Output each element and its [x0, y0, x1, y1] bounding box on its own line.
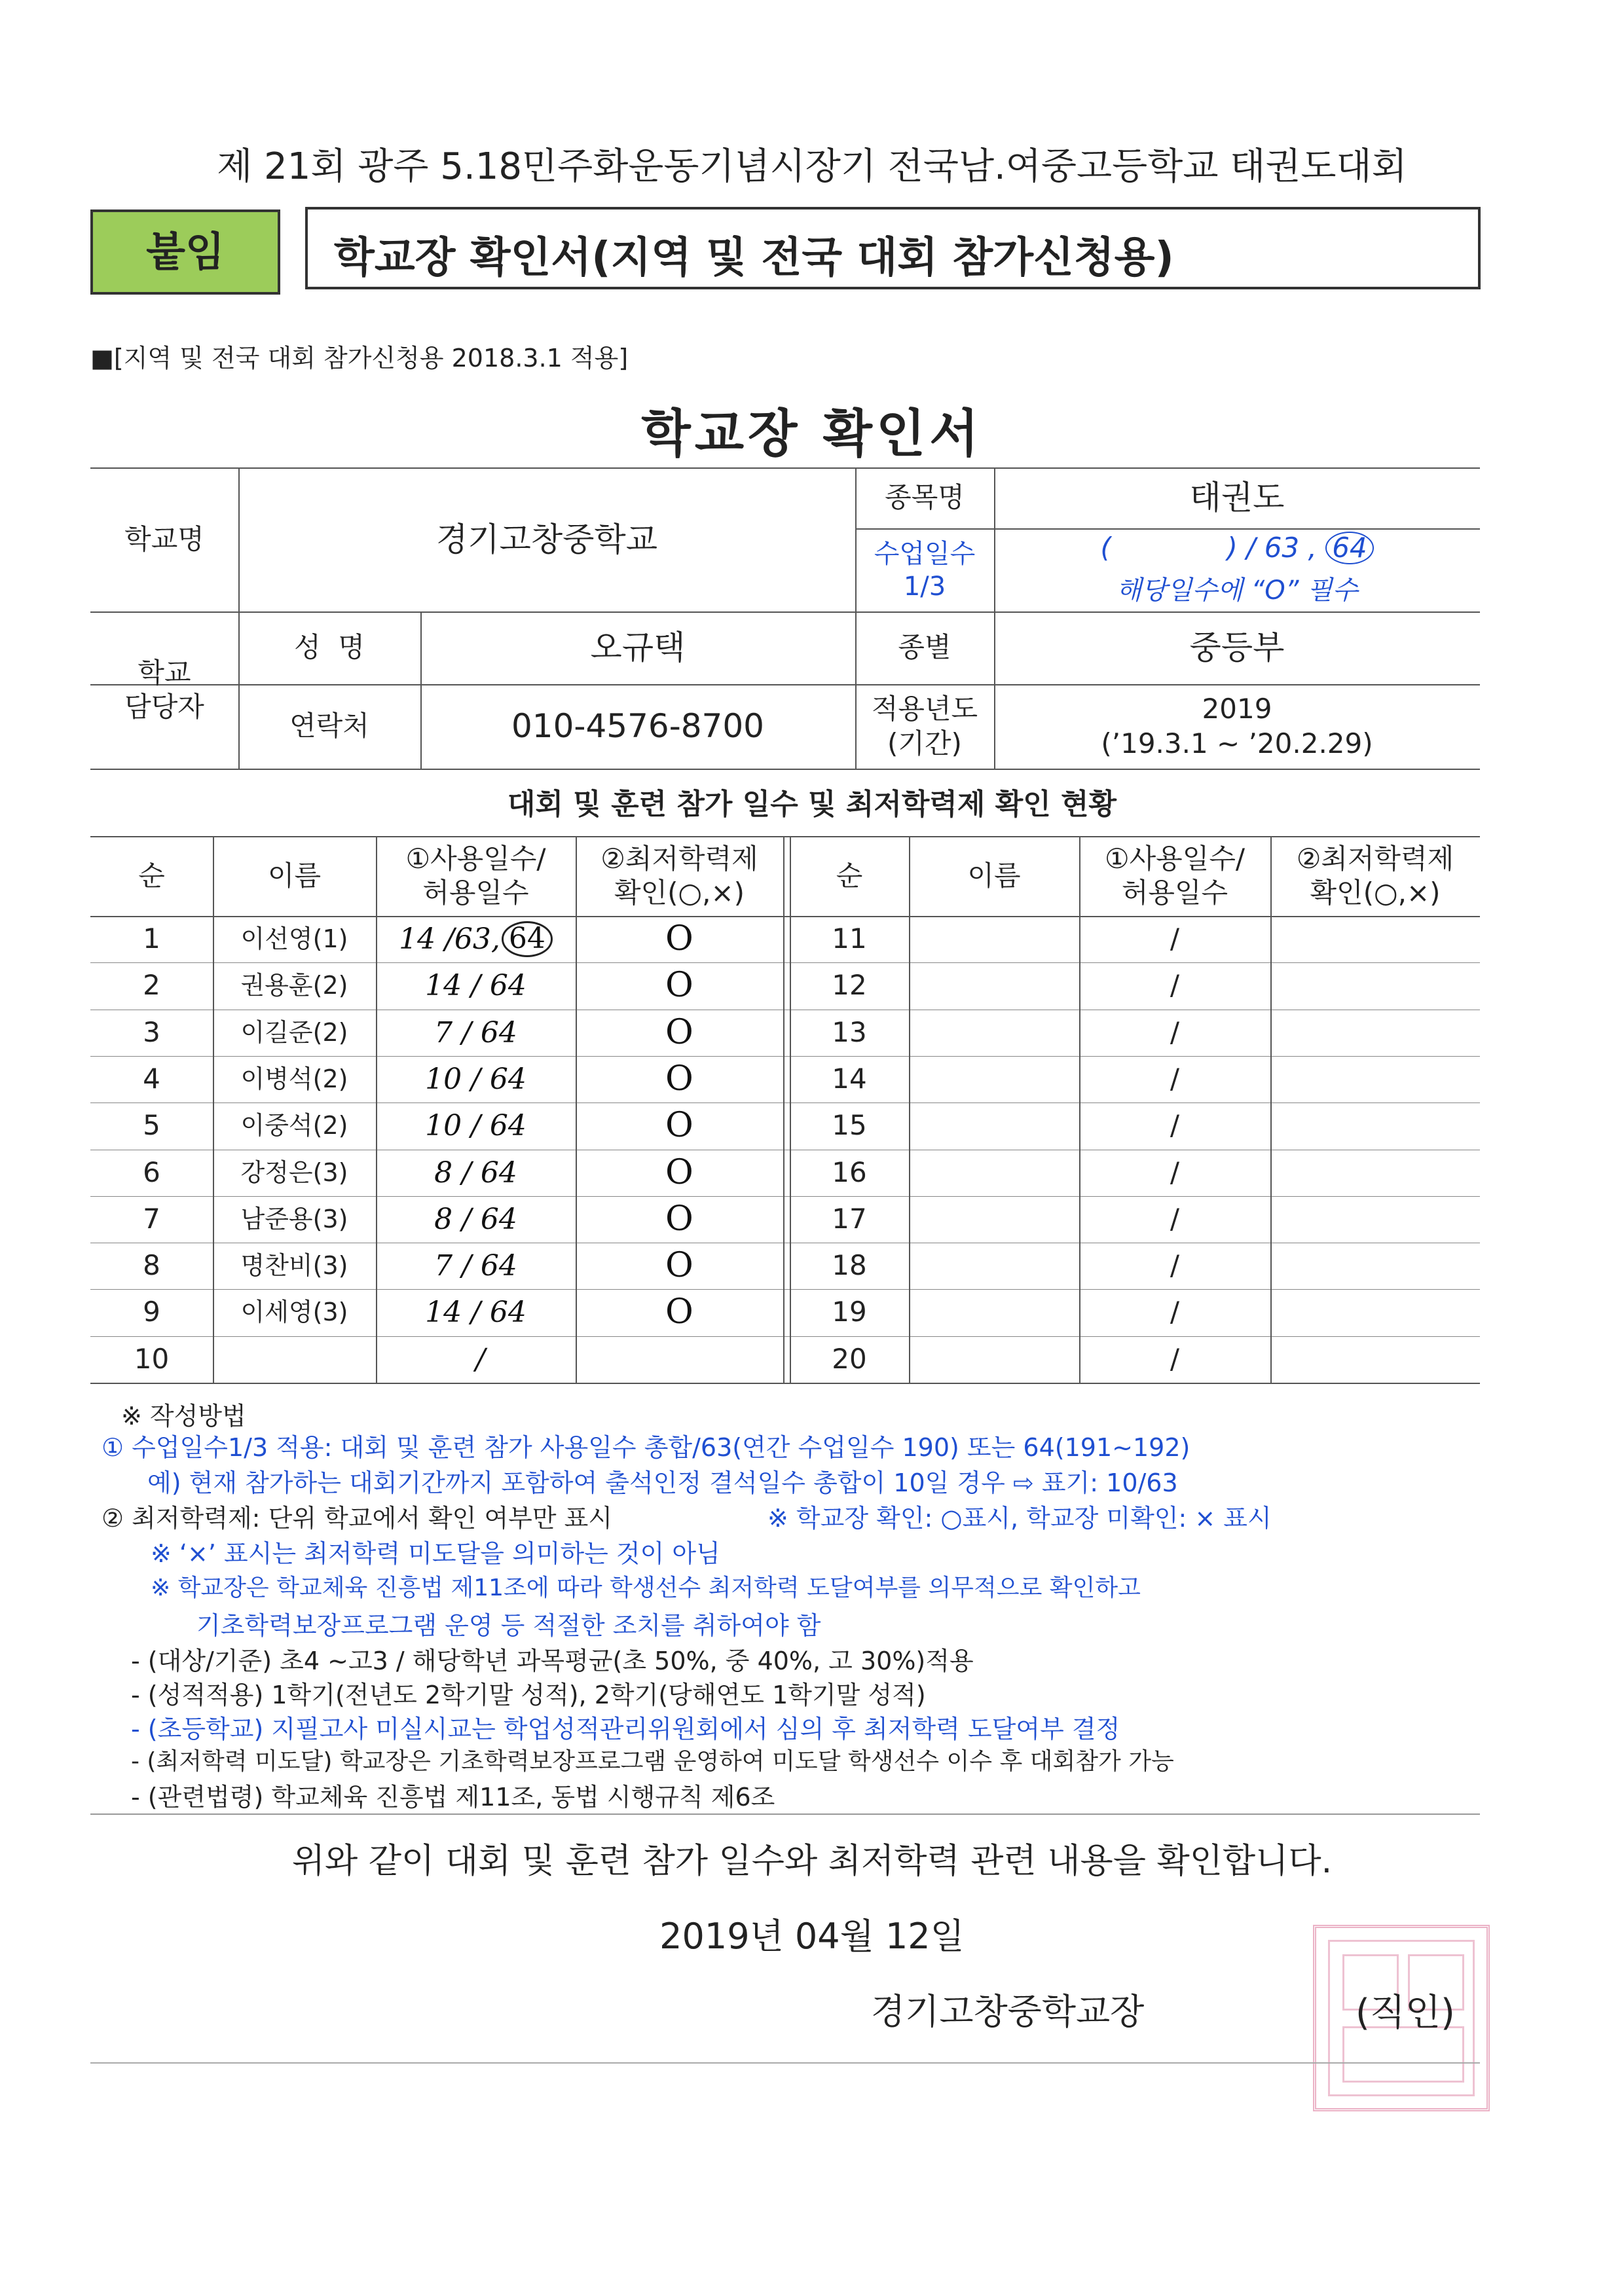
row-name: 이중석(2): [240, 1110, 348, 1140]
row-no: 16: [832, 1156, 867, 1189]
row-days: [376, 1336, 576, 1383]
division-value: 중등부: [1189, 629, 1285, 667]
header-days-left: [376, 836, 576, 916]
contact-value: 010-4576-8700: [511, 707, 764, 746]
allowed-days: / 64: [471, 969, 526, 1002]
division-label: 종별: [898, 631, 951, 664]
attach-badge: [90, 210, 280, 295]
row-no: 7: [143, 1203, 160, 1235]
days-label-2: 1/3: [903, 571, 946, 602]
row-days: [376, 1243, 576, 1289]
days-close-paren: ) / 63 ,: [1227, 532, 1317, 564]
header-days-1: ①사용일수/: [1104, 842, 1246, 875]
row-no: 9: [143, 1296, 160, 1328]
row-check: [1270, 962, 1480, 1009]
confirm-statement: 위와 같이 대회 및 훈련 참가 일수와 최저학력 관련 내용을 확인합니다.: [291, 1842, 1333, 1881]
row-name: 권용훈(2): [240, 970, 348, 1000]
note-line-3a: ② 최저학력제: 단위 학교에서 확인 여부만 표시: [101, 1504, 613, 1533]
row-days: /: [1170, 1203, 1180, 1235]
staff-label-1: 학교: [138, 656, 191, 689]
row-check: O: [665, 919, 693, 958]
allowed-days: /63,: [445, 922, 500, 956]
used-days: 10: [425, 1109, 462, 1142]
allowed-days: / 64: [471, 1063, 526, 1096]
row-name: [909, 1196, 1079, 1243]
note-line-1: ① 수업일수1/3 적용: 대회 및 훈련 참가 사용일수 총합/63(연간 수업일수 190) 또는 64(191~192): [101, 1433, 1190, 1462]
row-check: [1270, 1243, 1480, 1289]
row-name: [909, 1336, 1079, 1383]
row-days: [376, 916, 576, 962]
note-line-10: - (최저학력 미도달) 학교장은 기초학력보장프로그램 운영하여 미도달 학생선수 이수 후 대회참가 가능: [131, 1748, 1174, 1775]
allowed-days: / 64: [471, 1296, 526, 1329]
used-days: 10: [425, 1063, 462, 1096]
row-no: 4: [143, 1063, 160, 1095]
header-days-1: ①사용일수/: [405, 842, 546, 875]
year-label-1: 적용년도: [871, 693, 978, 725]
row-days: /: [1170, 1109, 1180, 1142]
year-label: [855, 684, 994, 769]
row-no: 5: [143, 1109, 160, 1142]
doc-heading: 학교장 확인서(지역 및 전국 대회 참가신청용): [334, 234, 1174, 282]
row-name: [909, 1010, 1079, 1056]
table-caption: 대회 및 훈련 참가 일수 및 최저학력제 확인 현황: [507, 788, 1117, 821]
row-days: /: [1170, 1063, 1180, 1095]
row-no: 18: [832, 1249, 867, 1282]
year-value: [994, 684, 1480, 769]
row-no: 11: [832, 922, 867, 955]
row-no: 19: [832, 1296, 867, 1328]
row-check: [1270, 1010, 1480, 1056]
header-days-2: 허용일수: [422, 877, 529, 909]
name-label: 성 명: [294, 631, 365, 664]
allowed-days: / 64: [462, 1156, 517, 1190]
row-name: [909, 1056, 1079, 1102]
header-check-1: ②최저학력제: [1296, 842, 1454, 875]
header-check-1: ②최저학력제: [600, 842, 758, 875]
note-line-6: 기초학력보장프로그램 운영 등 적절한 조치를 취하여야 함: [196, 1611, 821, 1640]
note-line-8: - (성적적용) 1학기(전년도 2학기말 성적), 2학기(당해연도 1학기말 성적): [131, 1681, 926, 1709]
allowed-days: /: [475, 1343, 485, 1376]
row-days: /: [1170, 1156, 1180, 1189]
row-days: [376, 1102, 576, 1149]
row-name: [909, 1150, 1079, 1196]
allowed-days: / 64: [462, 1249, 517, 1283]
used-days: 7: [434, 1016, 453, 1049]
form-subtitle: ■[지역 및 전국 대회 참가신청용 2018.3.1 적용]: [90, 344, 629, 373]
row-days: [376, 962, 576, 1009]
row-no: 13: [832, 1016, 867, 1049]
used-days: 8: [434, 1203, 453, 1236]
allowed-days-circled: 64: [502, 921, 553, 957]
row-check: [1270, 1289, 1480, 1336]
row-name: [909, 916, 1079, 962]
note-line-5: ※ 학교장은 학교체육 진흥법 제11조에 따라 학생선수 최저학력 도달여부를 의무적으로 확인하고: [151, 1575, 1141, 1601]
used-days: 8: [434, 1156, 453, 1190]
year-value-2: (’19.3.1 ~ ’20.2.29): [1101, 727, 1373, 759]
sport-label: 종목명: [885, 481, 965, 514]
row-no: 3: [143, 1016, 160, 1049]
row-days: /: [1170, 1296, 1180, 1328]
row-check: O: [665, 1153, 693, 1192]
row-name: [909, 1243, 1079, 1289]
row-name: 명찬비(3): [240, 1250, 348, 1280]
row-no: 8: [143, 1249, 160, 1282]
row-name: 이선영(1): [240, 924, 348, 953]
school-value: 경기고창중학교: [435, 520, 658, 558]
header-no-right: 순: [836, 859, 863, 892]
days-circled-value: 64: [1325, 532, 1373, 564]
row-days: [376, 1196, 576, 1243]
notes-heading: ※ 작성방법: [121, 1402, 246, 1430]
row-no: 20: [832, 1343, 867, 1376]
note-line-2: 예) 현재 참가하는 대회기간까지 포함하여 출석인정 결석일수 총합이 10일 경우 ⇨ 표기: 10/63: [147, 1468, 1178, 1497]
note-line-7: - (대상/기준) 초4 ~고3 / 해당학년 과목평균(초 50%, 중 40%, 고 30%)적용: [131, 1647, 974, 1675]
header-check-2: 확인(○,×): [614, 877, 745, 909]
header-name-right: 이름: [967, 859, 1021, 892]
days-note: 해당일수에 “O” 필수: [1116, 575, 1358, 606]
row-check: O: [665, 1199, 693, 1239]
note-line-4: ※ ‘×’ 표시는 최저학력 미도달을 의미하는 것이 아님: [151, 1539, 720, 1568]
form-title: 학교장 확인서: [641, 405, 983, 464]
contact-label: 연락처: [289, 710, 369, 742]
row-days: /: [1170, 1016, 1180, 1049]
confirm-date: 2019년 04월 12일: [659, 1916, 965, 1957]
row-check: O: [665, 966, 693, 1005]
note-line-9: - (초등학교) 지필고사 미실시교는 학업성적관리위원회에서 심의 후 최저학력 도달여부 결정: [131, 1715, 1120, 1743]
row-no: 17: [832, 1203, 867, 1235]
row-check: [1270, 1102, 1480, 1149]
row-check: O: [665, 1292, 693, 1332]
row-days: [376, 1150, 576, 1196]
sport-value: 태권도: [1189, 479, 1285, 517]
row-days: /: [1170, 922, 1180, 955]
row-check: O: [665, 1013, 693, 1052]
header-name-left: 이름: [267, 859, 322, 892]
header-check-2: 확인(○,×): [1310, 877, 1441, 909]
row-check: O: [665, 1106, 693, 1145]
row-check: [1270, 916, 1480, 962]
days-value: [994, 532, 1480, 564]
row-days: [376, 1289, 576, 1336]
header-no-left: 순: [138, 859, 165, 892]
year-value-1: 2019: [1202, 693, 1272, 725]
row-days: /: [1170, 1249, 1180, 1282]
header-days-right: [1079, 836, 1270, 916]
row-no: 15: [832, 1109, 867, 1142]
allowed-days: / 64: [462, 1016, 517, 1049]
row-name: 이병석(2): [240, 1064, 348, 1093]
staff-label-2: 담당자: [124, 691, 204, 723]
header-days-2: 허용일수: [1121, 877, 1228, 909]
used-days: 14: [425, 969, 462, 1002]
used-days: 14: [425, 1296, 462, 1329]
row-no: 2: [143, 969, 160, 1002]
row-name: [213, 1336, 376, 1383]
used-days: 14: [399, 922, 436, 956]
name-value: 오규택: [590, 629, 686, 667]
year-label-2: (기간): [887, 727, 962, 759]
row-days: [376, 1056, 576, 1102]
row-days: /: [1170, 969, 1180, 1002]
row-name: [909, 962, 1079, 1009]
note-line-11: - (관련법령) 학교체육 진흥법 제11조, 동법 시행규칙 제6조: [131, 1783, 775, 1812]
row-check: [1270, 1196, 1480, 1243]
row-name: 남준용(3): [240, 1204, 348, 1233]
row-name: 이길준(2): [240, 1017, 348, 1047]
allowed-days: / 64: [462, 1203, 517, 1236]
attach-label: 붙임: [146, 228, 225, 276]
row-check: O: [665, 1246, 693, 1285]
row-name: [909, 1102, 1079, 1149]
header-check-left: [576, 836, 783, 916]
row-no: 12: [832, 969, 867, 1002]
row-no: 10: [134, 1343, 170, 1376]
row-no: 14: [832, 1063, 867, 1095]
row-days: [376, 1010, 576, 1056]
seal-label: (직인): [1356, 1992, 1455, 2034]
row-name: 이세영(3): [240, 1297, 348, 1326]
staff-label: [90, 611, 238, 769]
note-line-3b: ※ 학교장 확인: ○표시, 학교장 미확인: × 표시: [767, 1504, 1272, 1533]
row-name: 강정은(3): [240, 1157, 348, 1187]
event-title: 제 21회 광주 5.18민주화운동기념시장기 전국남.여중고등학교 태권도대회: [217, 145, 1407, 188]
row-no: 6: [143, 1156, 160, 1189]
row-check: [576, 1336, 783, 1383]
days-label: [855, 528, 994, 611]
row-no: 1: [143, 922, 160, 955]
days-label-1: 수업일수: [874, 538, 976, 569]
school-label: 학교명: [124, 522, 204, 555]
row-name: [909, 1289, 1079, 1336]
allowed-days: / 64: [471, 1109, 526, 1142]
days-open-paren: (: [1100, 532, 1111, 564]
used-days: 7: [434, 1249, 453, 1283]
header-check-right: [1270, 836, 1480, 916]
row-days: /: [1170, 1343, 1180, 1376]
row-check: [1270, 1056, 1480, 1102]
row-check: [1270, 1150, 1480, 1196]
row-check: O: [665, 1059, 693, 1099]
principal-name: 경기고창중학교장: [871, 1991, 1145, 2032]
doc-heading-box: [305, 207, 1481, 289]
row-check: [1270, 1336, 1480, 1383]
